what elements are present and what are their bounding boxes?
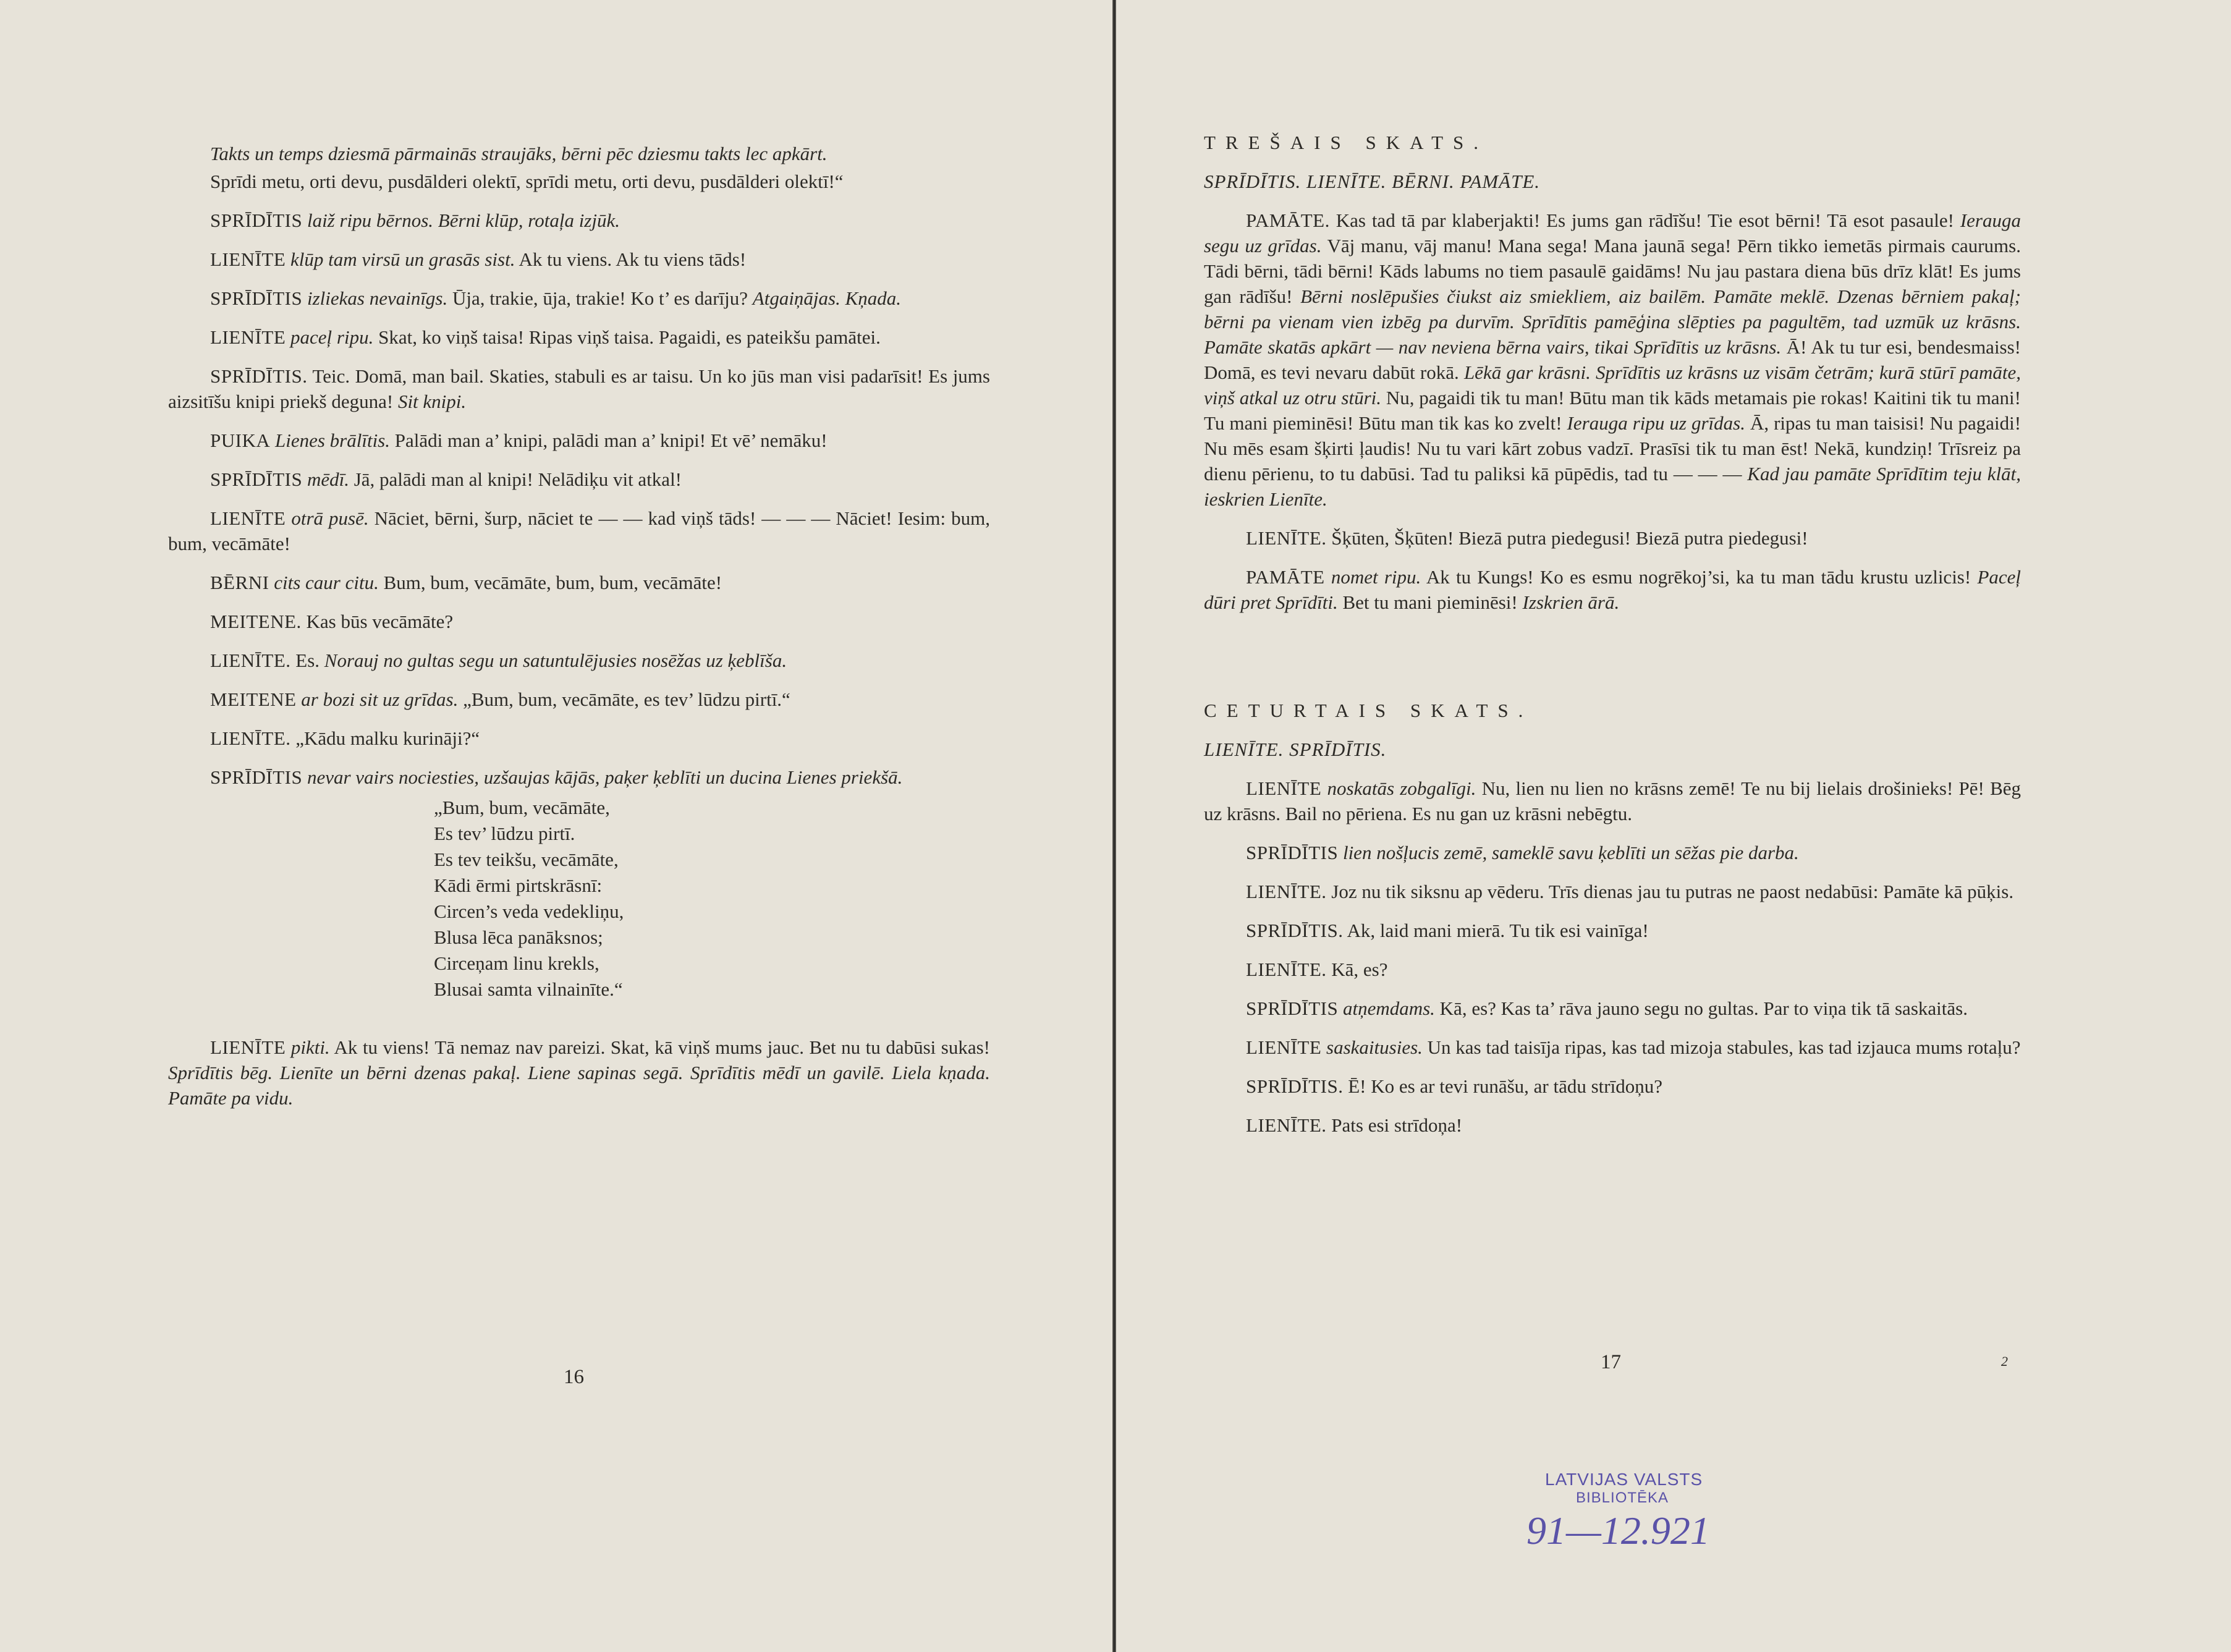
- speech-text: Kas būs vecāmāte?: [306, 611, 454, 632]
- stage-text: Sprīdītis bēg. Lienīte un bērni dzenas pakaļ. Liene sapinas segā. Sprīdītis mēdī un gavilē. Liela kņada. Pamāte pa vidu.: [168, 1062, 990, 1109]
- speech-text: Nu, lien nu lien no krāsns zemē! Te nu bij lielais drošinieks! Pē! Bēg uz krāsns. Bail no pēriena. Es nu gan uz krāsni nebēgtu.: [1204, 777, 2021, 824]
- speaker-name: SPRĪDĪTIS.: [1246, 1075, 1344, 1097]
- speaker-name: LIENĪTE.: [1246, 527, 1327, 549]
- dialogue-line: [1204, 1074, 2021, 1099]
- dialogue-line: [168, 687, 990, 712]
- stage-text: paceļ ripu.: [290, 326, 374, 348]
- stage-text: noskatās zobgalīgi.: [1327, 777, 1476, 799]
- scene-characters: LIENĪTE. SPRĪDĪTIS.: [1204, 739, 1387, 760]
- speech-text: Bum, bum, vecāmāte, bum, bum, vecāmāte!: [383, 572, 722, 593]
- stage-text: Ierauga segu uz grīdas.: [1204, 210, 2021, 256]
- dialogue-line: [1204, 918, 2021, 943]
- song-text: [168, 169, 990, 194]
- page-number: 17: [1601, 1351, 1621, 1373]
- stage-text: Atgaiņājas. Kņada.: [752, 287, 902, 309]
- scene-heading: CETURTAIS SKATS.: [1204, 700, 1533, 721]
- stamp-line-1: LATVIJAS VALSTS: [1545, 1470, 1703, 1489]
- dialogue-line: [168, 1035, 990, 1111]
- speech-text: Ā! Ak tu tur esi, bendesmaiss! Domā, es tevi nevaru dabūt rokā.: [1204, 336, 2021, 383]
- speaker-name: MEITENE.: [210, 611, 302, 632]
- speech-text: Ak tu Kungs! Ko es esmu nogrēkoj’si, ka tu man tādu krustu uzlicis!: [1426, 566, 1971, 588]
- speaker-name: LIENĪTE: [1246, 777, 1322, 799]
- stage-text: Lienes brālītis.: [274, 430, 390, 451]
- dialogue-line: [168, 570, 990, 595]
- speaker-name: LIENĪTE.: [1246, 881, 1327, 902]
- stage-text: Sit knipi.: [397, 391, 467, 412]
- speech-text: Kā, es?: [1331, 959, 1388, 980]
- stage-text: Lēkā gar krāsni. Sprīdītis uz krāsns uz visām četrām; kurā stūrī pamāte, viņš atkal uz otru stūri.: [1204, 362, 2021, 409]
- stage-text: Kad jau pamāte Sprīdītim teju klāt, ieskrien Lienīte.: [1204, 463, 2021, 510]
- dialogue-line: [1204, 996, 2021, 1021]
- speech-text: Nu, pagaidi tik tu man! Būtu man tik kāds metamais pie rokas! Kaitini tik tu mani! Tu mani pieminēsi! Būtu man tik kas ko zvelt!: [1204, 387, 2021, 434]
- speech-text: Palādi man a’ knipi, palādi man a’ knipi! Et vē’ nemāku!: [394, 430, 828, 451]
- speaker-name: SPRĪDĪTIS: [1246, 842, 1339, 863]
- dialogue-line: [1204, 1035, 2021, 1060]
- dialogue-line: [1204, 840, 2021, 865]
- speech-text: Teic. Domā, man bail. Skaties, stabuli es ar taisu. Un ko jūs man visi padarīsit! Es jums aizsitīšu knipi priekš deguna!: [168, 365, 990, 412]
- dialogue-line: [1204, 525, 2021, 551]
- dialogue-line: [1204, 879, 2021, 904]
- speech-text: Ak tu viens. Ak tu viens tāds!: [519, 248, 747, 270]
- dialogue-line: [168, 726, 990, 751]
- verse-line: Kādi ērmi pirtskrāsnī:: [434, 875, 603, 896]
- speech-text: Joz nu tik siksnu ap vēderu. Trīs dienas jau tu putras ne paost nedabūsi: Pamāte kā pūķis.: [1331, 881, 2014, 902]
- scene-heading: TREŠAIS SKATS.: [1204, 132, 1488, 153]
- speaker-name: LIENĪTE.: [1246, 959, 1327, 980]
- speech-text: Ā, ripas tu man taisisi! Nu pagaidi! Nu mēs esam šķirti ļaudis! Nu tu vari kārt zobus vadzī. Prasīsi tik tu man ēst! Nekā, kundziņ! Trīsreiz pa dienu pērienu, to tu dabūsi. Tad tu paliksi kā pūpēdis, tad tu — — —: [1204, 412, 2021, 485]
- dialogue-line: [1204, 564, 2021, 615]
- speech-text: Šķūten, Šķūten! Biezā putra piedegusi! Biezā putra piedegusi!: [1331, 527, 1808, 549]
- speech-text: Bet tu mani pieminēsi!: [1342, 591, 1518, 613]
- speaker-name: SPRĪDĪTIS: [1246, 998, 1339, 1019]
- speaker-name: SPRĪDĪTIS.: [1246, 920, 1344, 941]
- verse-line: „Bum, bum, vecāmāte,: [434, 797, 610, 818]
- speaker-name: LIENĪTE: [210, 326, 286, 348]
- stamp-shelfmark: 91—12.921: [1526, 1509, 1710, 1552]
- stage-text: izliekas nevainīgs.: [307, 287, 448, 309]
- dialogue-line: [1204, 1112, 2021, 1138]
- stage-text: lien nošļucis zemē, sameklē savu ķeblīti un sēžas pie darba.: [1342, 842, 1799, 863]
- verse-line: Circeņam linu krekls,: [434, 952, 599, 974]
- speaker-name: LIENĪTE.: [1246, 1114, 1327, 1136]
- right-page: [1116, 0, 2231, 1652]
- speech-text: Vāj manu, vāj manu! Mana sega! Mana jaunā sega! Pērn tikko iemetās pirmais caurums. Tādi bērni, tādi bērni! Kāds labums no tiem pasaulē gaidāms! Nu jau pastara diena būs drīz klāt! Es jums gan rādīšu!: [1204, 235, 2021, 307]
- scene-characters: SPRĪDĪTIS. LIENĪTE. BĒRNI. PAMĀTE.: [1204, 171, 1541, 192]
- dialogue-line: [168, 363, 990, 414]
- stage-text: ar bozi sit uz grīdas.: [301, 688, 459, 710]
- speaker-name: BĒRNI: [210, 572, 269, 593]
- stage-text: pikti.: [290, 1036, 330, 1058]
- stage-text: atņemdams.: [1342, 998, 1435, 1019]
- speech-text: Ē! Ko es ar tevi runāšu, ar tādu strīdoņu?: [1348, 1075, 1662, 1097]
- stage-text: Paceļ dūri pret Sprīdīti.: [1204, 566, 2021, 613]
- speech-text: Ak tu viens! Tā nemaz nav pareizi. Skat, kā viņš mums jauc. Bet nu tu dabūsi sukas!: [334, 1036, 990, 1058]
- stage-text: Bērni noslēpušies čiukst aiz smiekliem, aiz bailēm. Pamāte meklē. Dzenas bērniem pakaļ; bērni pa vienam vien izbēg pa durvīm. Sprīdītis pamēģina slēpties pa pagultēm, tad uzmūk uz krāsns. Pamāte skatās apkārt — nav neviena bērna vairs, tikai Sprīdītis uz krāsns.: [1204, 286, 2021, 358]
- speaker-name: SPRĪDĪTIS: [210, 468, 303, 490]
- speech-text: „Bum, bum, vecāmāte, es tev’ lūdzu pirtī.“: [463, 688, 790, 710]
- dialogue-line: [1204, 208, 2021, 512]
- speech-text: Ak, laid mani mierā. Tu tik esi vainīga!: [1347, 920, 1649, 941]
- stage-text: Norauj no gultas segu un satuntulējusies nosēžas uz ķeblīša.: [324, 650, 787, 671]
- speaker-name: SPRĪDĪTIS: [210, 287, 303, 309]
- speaker-name: SPRĪDĪTIS: [210, 210, 303, 231]
- song-line: Sprīdi metu, orti devu, pusdālderi olektī, sprīdi metu, orti devu, pusdālderi olektī!“: [210, 171, 844, 192]
- stage-text: Izskrien ārā.: [1522, 591, 1620, 613]
- speaker-name: LIENĪTE: [1246, 1036, 1322, 1058]
- speech-text: Un kas tad taisīja ripas, kas tad mizoja stabules, kas tad izjauca mums rotaļu?: [1427, 1036, 2021, 1058]
- stage-text: nomet ripu.: [1331, 566, 1421, 588]
- speech-text: Es.: [295, 650, 320, 671]
- speaker-name: MEITENE: [210, 688, 297, 710]
- speech-text: Kā, es? Kas ta’ rāva jauno segu no gultas. Par to viņa tik tā saskaitās.: [1439, 998, 1968, 1019]
- stage-text: Ierauga ripu uz grīdas.: [1567, 412, 1745, 434]
- speaker-name: LIENĪTE: [210, 248, 286, 270]
- speaker-name: LIENĪTE: [210, 507, 286, 529]
- speech-text: „Kādu malku kurināji?“: [295, 727, 480, 749]
- dialogue-line: [1204, 957, 2021, 982]
- song-verse: [434, 795, 990, 1002]
- dialogue-line: [168, 428, 990, 453]
- speaker-name: PAMĀTE: [1246, 566, 1325, 588]
- stage-text: laiž ripu bērnos. Bērni klūp, rotaļa izjūk.: [307, 210, 620, 231]
- dialogue-line: [168, 324, 990, 350]
- speech-text: Pats esi strīdoņa!: [1331, 1114, 1463, 1136]
- stage-text: nevar vairs nociesties, uzšaujas kājās, paķer ķeblīti un ducina Lienes priekšā.: [307, 766, 903, 788]
- page-number: 16: [564, 1366, 584, 1388]
- speaker-name: PUIKA: [210, 430, 271, 451]
- speaker-name: LIENĪTE.: [210, 727, 291, 749]
- dialogue-line: [168, 208, 990, 233]
- signature-mark: 2: [2001, 1353, 2008, 1369]
- stage-text: klūp tam virsū un grasās sist.: [290, 248, 515, 270]
- dialogue-line: [168, 506, 990, 556]
- verse-line: Blusa lēca panāksnos;: [434, 926, 603, 948]
- stage-text: mēdī.: [307, 468, 349, 490]
- stamp-line-2: BIBLIOTĒKA: [1576, 1489, 1669, 1506]
- left-page-text: [168, 141, 990, 1124]
- dialogue-line: [168, 609, 990, 634]
- dialogue-line: [168, 286, 990, 311]
- stage-text: otrā pusē.: [291, 507, 369, 529]
- left-page: [0, 0, 1112, 1652]
- stage-text: cits caur citu.: [274, 572, 379, 593]
- dialogue-line: [168, 648, 990, 673]
- speaker-name: LIENĪTE.: [210, 650, 291, 671]
- dialogue-line: [168, 247, 990, 272]
- speech-text: Skat, ko viņš taisa! Ripas viņš taisa. Pagaidi, es pateikšu pamātei.: [378, 326, 881, 348]
- stage-text: saskaitusies.: [1326, 1036, 1423, 1058]
- speech-text: Kas tad tā par klaberjakti! Es jums gan rādīšu! Tie esot bērni! Tā esot pasaule!: [1336, 210, 1954, 231]
- verse-line: Circen’s veda vedekliņu,: [434, 900, 624, 922]
- verse-line: Es tev teikšu, vecāmāte,: [434, 849, 619, 870]
- speech-text: Jā, palādi man al knipi! Nelādiķu vit atkal!: [353, 468, 682, 490]
- scene-spacer: [1204, 629, 2021, 698]
- speech-text: Ūja, trakie, ūja, trakie! Ko t’ es darīju?: [452, 287, 748, 309]
- speaker-name: PAMĀTE.: [1246, 210, 1330, 231]
- stage-direction: [168, 141, 990, 166]
- library-stamp: [1526, 1470, 1730, 1552]
- speaker-name: SPRĪDĪTIS: [210, 766, 303, 788]
- verse-line: Es tev’ lūdzu pirtī.: [434, 823, 575, 844]
- speaker-name: SPRĪDĪTIS.: [210, 365, 308, 387]
- dialogue-line: [1204, 776, 2021, 826]
- stage-text: Takts un temps dziesmā pārmainās straujāks, bērni pēc dziesmu takts lec apkārt.: [210, 143, 828, 164]
- speaker-name: LIENĪTE: [210, 1036, 286, 1058]
- dialogue-line: [168, 765, 990, 790]
- right-page-text: [1204, 130, 2021, 1151]
- speech-text: Nāciet, bērni, šurp, nāciet te — — kad viņš tāds! — — — Nāciet! Iesim: bum, bum, vecāmāte!: [168, 507, 991, 554]
- dialogue-line: [168, 467, 990, 492]
- verse-line: Blusai samta vilnainīte.“: [434, 978, 623, 1000]
